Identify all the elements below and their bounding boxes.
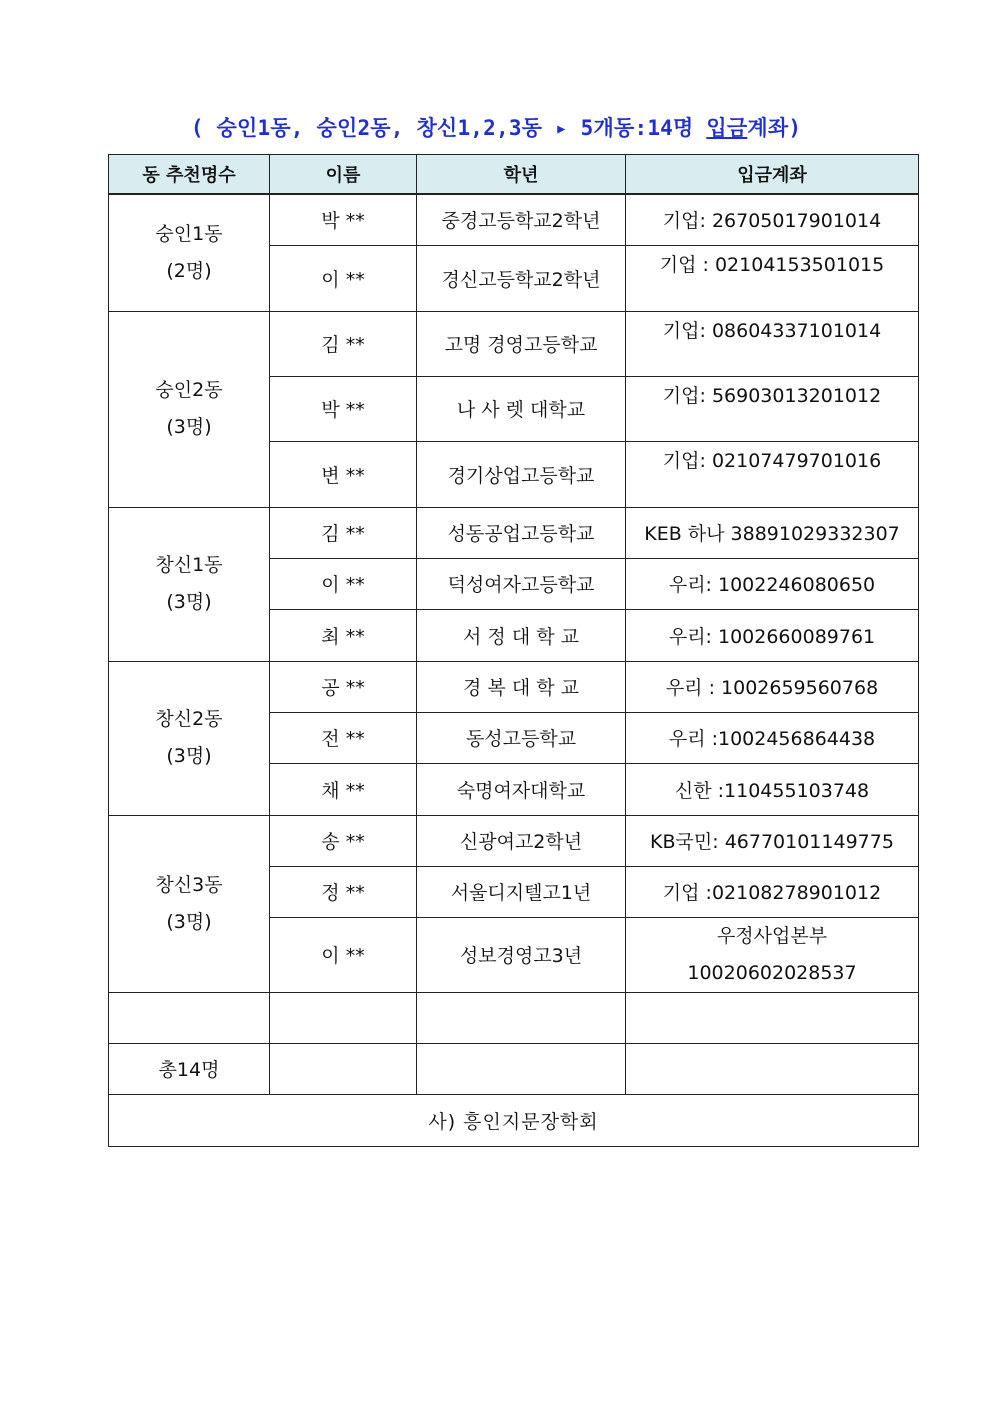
dong-cell (109, 194, 270, 311)
dong-cell (109, 661, 270, 815)
student-school: 서 정 대 학 교 (417, 609, 626, 661)
dong-cell (109, 815, 270, 992)
empty-row (109, 992, 919, 1043)
student-name: 이 ** (270, 245, 417, 311)
student-account: KEB 하나 38891029332307 (626, 507, 919, 558)
header-account: 입금계좌 (626, 155, 919, 195)
dong-count: (3명) (166, 745, 212, 767)
student-account: 신한 :110455103748 (626, 763, 919, 815)
student-account: 기업 :02108278901012 (626, 866, 919, 917)
student-school: 경기상업고등학교 (417, 441, 626, 507)
table-row (109, 815, 919, 866)
header-name: 이름 (270, 155, 417, 195)
header-dong: 동 추천명수 (109, 155, 270, 195)
footer-row (109, 1094, 919, 1146)
student-account: 기업: 26705017901014 (626, 194, 919, 245)
dong-name: 숭인1동 (155, 222, 223, 245)
student-school: 숙명여자대학교 (417, 763, 626, 815)
student-school: 경 복 대 학 교 (417, 661, 626, 712)
student-name: 채 ** (270, 763, 417, 815)
student-name: 정 ** (270, 866, 417, 917)
total-row (109, 1043, 919, 1094)
student-school: 서울디지텔고1년 (417, 866, 626, 917)
title-suffix: 계좌) (747, 116, 802, 140)
header-grade: 학년 (417, 155, 626, 195)
table-row (109, 507, 919, 558)
student-name: 박 ** (270, 376, 417, 441)
dong-name: 창신2동 (155, 708, 223, 730)
student-account (626, 917, 919, 992)
table-row (109, 311, 919, 376)
student-name: 전 ** (270, 712, 417, 763)
student-account: KB국민: 46770101149775 (626, 815, 919, 866)
dong-count: (3명) (166, 416, 212, 438)
student-school: 덕성여자고등학교 (417, 558, 626, 609)
dong-name: 숭인2동 (155, 379, 223, 401)
student-name: 변 ** (270, 441, 417, 507)
student-account: 우리 : 1002659560768 (626, 661, 919, 712)
dong-name: 창신1동 (155, 554, 223, 576)
student-account: 기업 : 02104153501015 (626, 245, 919, 311)
student-account: 기업: 02107479701016 (626, 441, 919, 507)
table-row (109, 661, 919, 712)
student-account: 기업: 56903013201012 (626, 376, 919, 441)
student-name: 김 ** (270, 311, 417, 376)
student-school: 경신고등학교2학년 (417, 245, 626, 311)
student-school: 중경고등학교2학년 (417, 194, 626, 245)
dong-count: (3명) (166, 910, 212, 933)
title-underlined: 입금 (706, 116, 748, 140)
student-school: 성보경영고3년 (417, 917, 626, 992)
scholarship-table (108, 154, 919, 1147)
dong-count: (3명) (166, 591, 212, 613)
student-account: 우리 :1002456864438 (626, 712, 919, 763)
student-school: 신광여고2학년 (417, 815, 626, 866)
total-count: 총14명 (109, 1043, 270, 1094)
student-name: 최 ** (270, 609, 417, 661)
title-prefix: ( 숭인1동, 숭인2동, 창신1,2,3동 ▸ 5개동:14명 (190, 116, 707, 140)
student-school: 나 사 렛 대학교 (417, 376, 626, 441)
page-title (0, 112, 992, 142)
student-account: 우리: 1002660089761 (626, 609, 919, 661)
header-row (109, 155, 919, 195)
student-name: 송 ** (270, 815, 417, 866)
dong-cell (109, 507, 270, 661)
student-name: 이 ** (270, 917, 417, 992)
account-number: 10020602028537 (687, 961, 857, 984)
table-row (109, 194, 919, 245)
dong-cell (109, 311, 270, 507)
dong-count: (2명) (166, 259, 212, 282)
student-name: 이 ** (270, 558, 417, 609)
organization-name: 사) 흥인지문장학회 (109, 1094, 919, 1146)
dong-name: 창신3동 (155, 873, 223, 896)
student-account: 우리: 1002246080650 (626, 558, 919, 609)
student-school: 성동공업고등학교 (417, 507, 626, 558)
student-name: 김 ** (270, 507, 417, 558)
student-school: 고명 경영고등학교 (417, 311, 626, 376)
student-name: 공 ** (270, 661, 417, 712)
student-school: 동성고등학교 (417, 712, 626, 763)
student-account: 기업: 08604337101014 (626, 311, 919, 376)
account-bank: 우정사업본부 (716, 924, 828, 947)
student-name: 박 ** (270, 194, 417, 245)
